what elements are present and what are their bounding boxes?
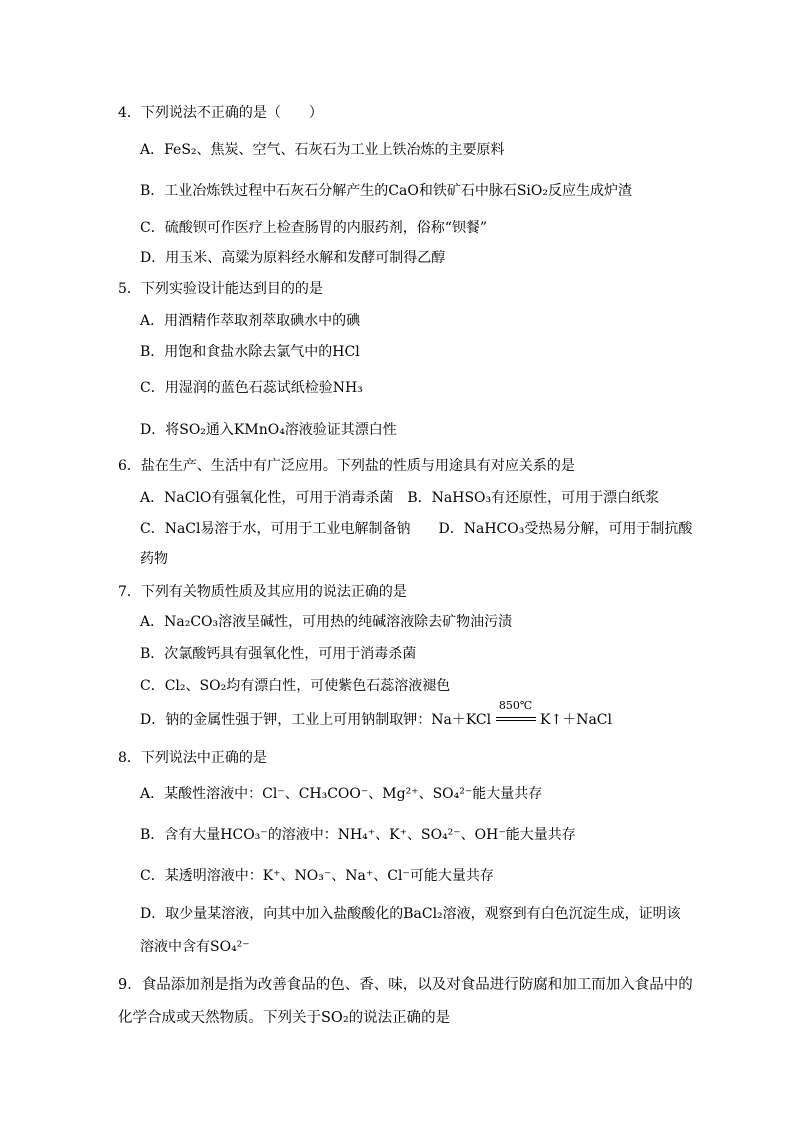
question-9-stem: 9．食品添加剂是指为改善食品的色、香、味，以及对食品进行防腐和加工而加入食品中的 — [118, 977, 693, 993]
question-7-stem: 7．下列有关物质性质及其应用的说法正确的是 — [118, 584, 407, 600]
question-7-option-c: C．Cl₂、SO₂均有漂白性，可使紫色石蕊溶液褪色 — [140, 678, 451, 694]
question-6-options-cd: C．NaCl易溶于水，可用于工业电解制备钠 D．NaHCO₃受热易分解，可用于制抗酸 — [140, 521, 693, 537]
question-6-options-ab: A．NaClO有强氧化性，可用于消毒杀菌 B．NaHSO₃有还原性，可用于漂白纸浆 — [140, 490, 660, 506]
question-5-option-a: A．用酒精作萃取剂萃取碘水中的碘 — [140, 313, 361, 329]
question-5-option-c: C．用湿润的蓝色石蕊试纸检验NH₃ — [140, 380, 363, 396]
question-4-option-a: A．FeS₂、焦炭、空气、石灰石为工业上铁冶炼的主要原料 — [140, 142, 505, 158]
question-7-option-b: B．次氯酸钙具有强氧化性，可用于消毒杀菌 — [140, 646, 417, 662]
question-7-option-d — [140, 699, 612, 729]
question-4-option-c: C．硫酸钡可作医疗上检查肠胃的内服药剂，俗称“钡餐” — [140, 220, 488, 236]
question-6-stem: 6．盐在生产、生活中有广泛应用。下列盐的性质与用途具有对应关系的是 — [118, 458, 575, 474]
question-4-option-b: B．工业冶炼铁过程中石灰石分解产生的CaO和铁矿石中脉石SiO₂反应生成炉渣 — [140, 183, 632, 199]
question-5-stem: 5．下列实验设计能达到目的的是 — [118, 281, 323, 297]
question-7-option-d-text: D．钠的金属性强于钾，工业上可用钠制取钾：Na＋KCl — [140, 712, 492, 728]
question-8-option-a: A．某酸性溶液中：Cl⁻、CH₃COO⁻、Mg²⁺、SO₄²⁻能大量共存 — [140, 786, 543, 802]
question-8-option-c: C．某透明溶液中：K⁺、NO₃⁻、Na⁺、Cl⁻可能大量共存 — [140, 868, 494, 884]
question-7-option-d-products: K↑＋NaCl — [540, 712, 612, 728]
question-6-option-d-continuation: 药物 — [140, 551, 168, 567]
reaction-condition-equals-sign — [496, 699, 536, 729]
question-8-option-d: D．取少量某溶液，向其中加入盐酸酸化的BaCl₂溶液，观察到有白色沉淀生成，证明该 — [140, 906, 681, 922]
equals-bar — [496, 717, 536, 721]
question-8-stem: 8．下列说法中正确的是 — [118, 750, 267, 766]
question-5-option-d: D．将SO₂通入KMnO₄溶液验证其漂白性 — [140, 422, 397, 438]
question-7-option-a: A．Na₂CO₃溶液呈碱性，可用热的纯碱溶液除去矿物油污渍 — [140, 614, 513, 630]
question-9-stem-continuation: 化学合成或天然物质。下列关于SO₂的说法正确的是 — [118, 1010, 451, 1026]
question-5-option-b: B．用饱和食盐水除去氯气中的HCl — [140, 344, 360, 360]
question-4-stem: 4．下列说法不正确的是（ ） — [118, 105, 323, 121]
question-8-option-d-continuation: 溶液中含有SO₄²⁻ — [140, 939, 250, 955]
reaction-condition-temperature: 850℃ — [498, 699, 533, 712]
question-4-option-d: D．用玉米、高粱为原料经水解和发酵可制得乙醇 — [140, 250, 446, 266]
question-8-option-b: B．含有大量HCO₃⁻的溶液中：NH₄⁺、K⁺、SO₄²⁻、OH⁻能大量共存 — [140, 827, 576, 843]
